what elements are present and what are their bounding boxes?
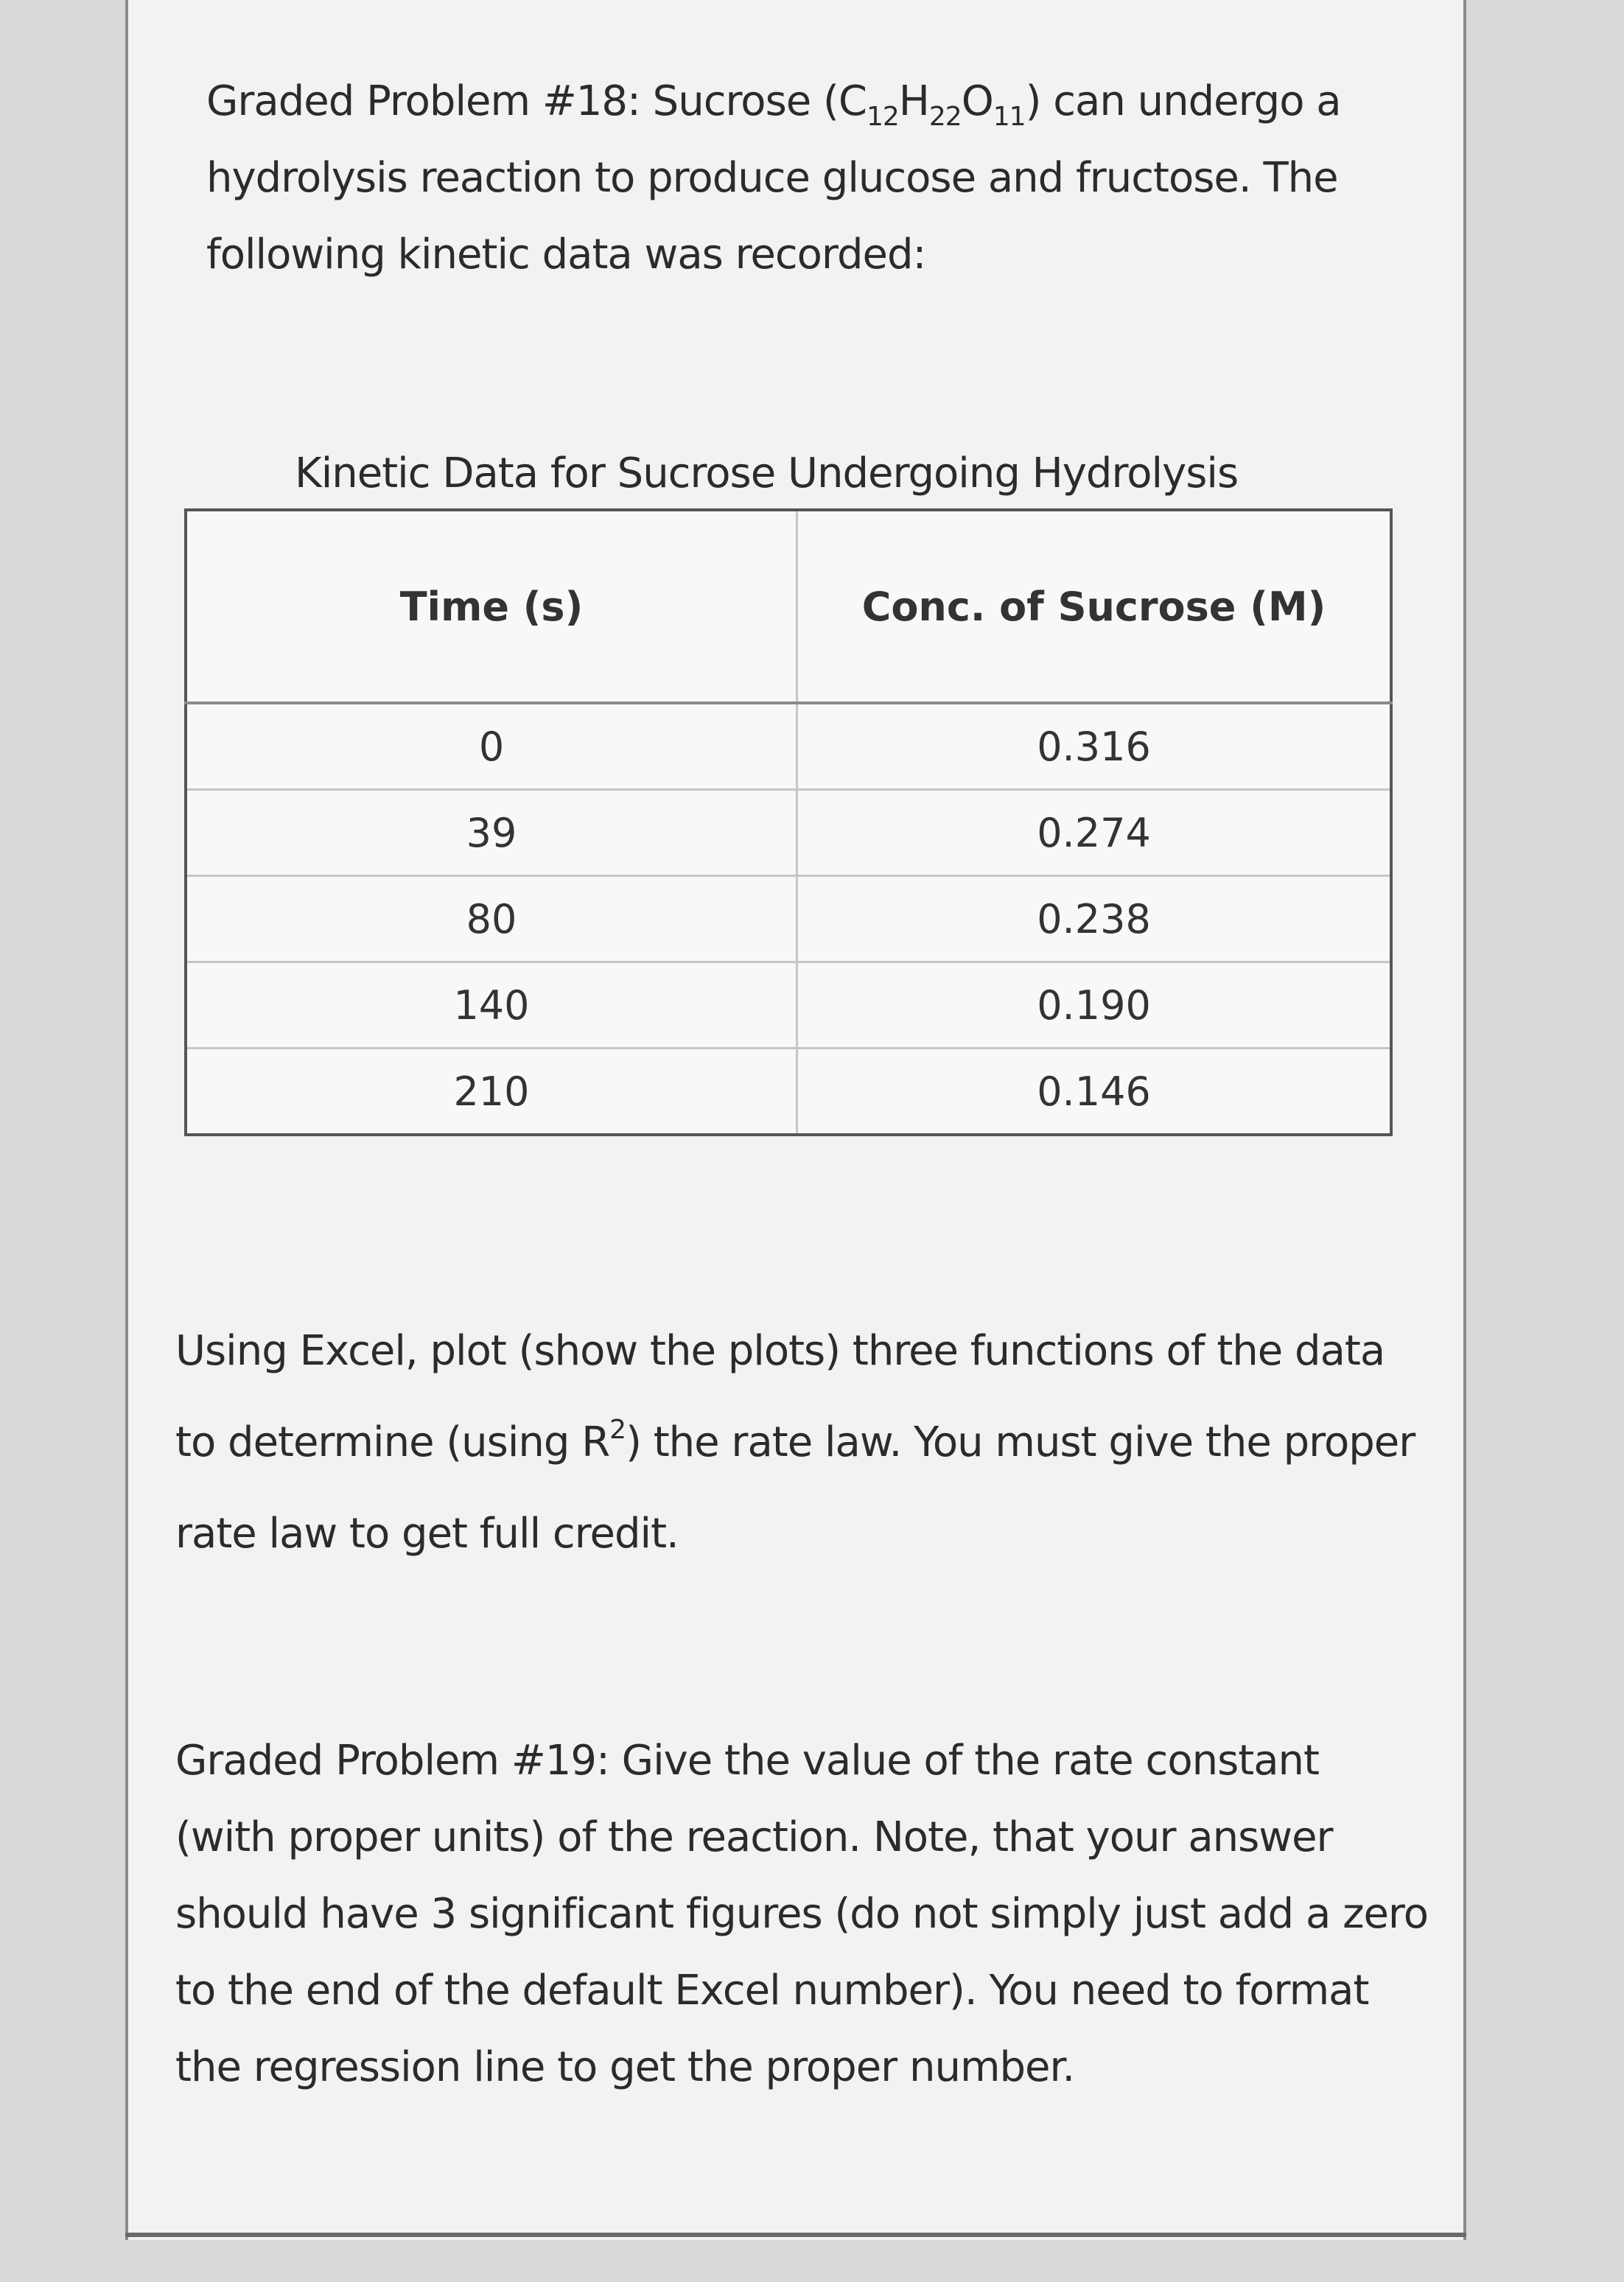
table-row	[186, 876, 1391, 962]
concentration-cell: 0.190	[797, 962, 1392, 1049]
concentration-cell: 0.274	[797, 790, 1392, 876]
problem-18-instruction	[175, 1306, 1428, 1580]
table-row	[186, 790, 1391, 876]
time-cell: 0	[186, 703, 797, 790]
table-header-row	[186, 510, 1391, 703]
intro-text-rest: a hydrolysis reaction to produce glucose and fructose. The following kinetic data was recorded:	[206, 77, 1341, 279]
time-cell: 80	[186, 876, 797, 962]
intro-text-start: Graded Problem #18: Sucrose (C	[206, 77, 867, 125]
subscript-oxygen: 11	[993, 102, 1026, 132]
table-row	[186, 1049, 1391, 1135]
time-cell: 39	[186, 790, 797, 876]
time-cell: 140	[186, 962, 797, 1049]
table-caption: Kinetic Data for Sucrose Undergoing Hydrolysis	[295, 449, 1239, 497]
kinetic-data-table	[184, 508, 1393, 1136]
instruction-text-start: Using Excel, plot (show the plots) three functions of the data to determine (using R	[175, 1327, 1385, 1466]
header-time: Time (s)	[186, 510, 797, 703]
table-row	[186, 703, 1391, 790]
concentration-cell: 0.238	[797, 876, 1392, 962]
concentration-cell: 0.146	[797, 1049, 1392, 1135]
r-squared-superscript: 2	[609, 1415, 626, 1445]
problem-19-text: Graded Problem #19: Give the value of the rate constant (with proper units) of the reaction. Note, that your answer should have 3 significant figures (do not simply just add a zero to the end of the default Excel number). You need to format the regression line to get the proper number.	[175, 1737, 1428, 2091]
header-concentration: Conc. of Sucrose (M)	[797, 510, 1392, 703]
page-bottom-border	[125, 2233, 1466, 2237]
table-row	[186, 962, 1391, 1049]
instruction-text-end: ) the rate law. You must give the proper rate law to get full credit.	[175, 1418, 1415, 1558]
time-cell: 210	[186, 1049, 797, 1135]
intro-text-line1-end: ) can undergo	[1025, 77, 1304, 125]
concentration-cell: 0.316	[797, 703, 1392, 790]
oxygen-symbol: O	[961, 77, 993, 125]
subscript-carbon: 12	[866, 102, 899, 132]
subscript-hydrogen: 22	[928, 102, 962, 132]
problem-18-intro	[206, 63, 1415, 293]
hydrogen-symbol: H	[898, 77, 929, 125]
